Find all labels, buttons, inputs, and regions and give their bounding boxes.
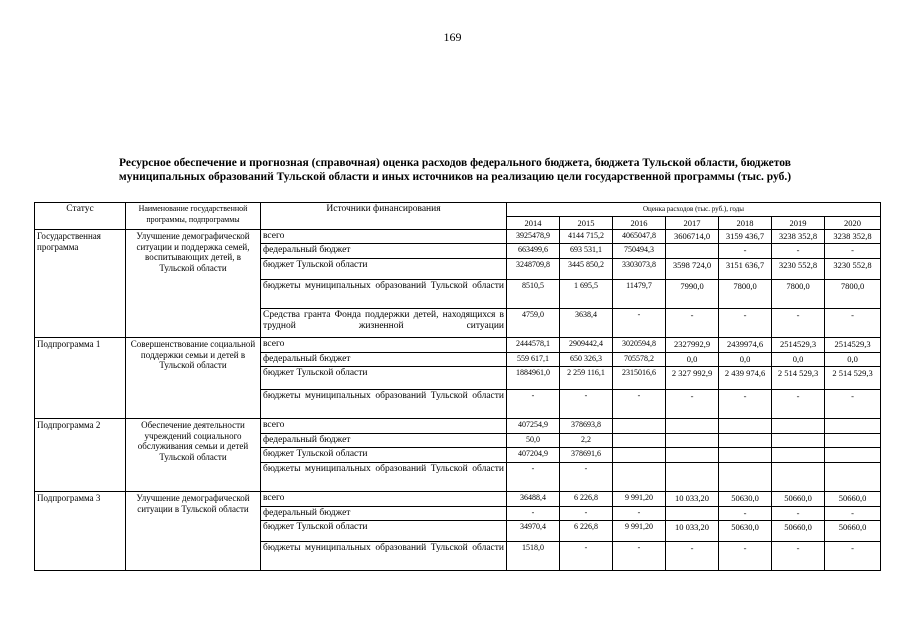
funding-source-cell: Средства гранта Фонда поддержки детей, находящихся в трудной жизненной ситуации: [261, 309, 507, 338]
value-cell: 4144 715,2: [560, 230, 613, 244]
value-cell: [613, 463, 666, 492]
value-cell: 3598 724,0: [666, 259, 719, 280]
value-cell: 3230 552,8: [825, 259, 881, 280]
funding-source-cell: федеральный бюджет: [261, 434, 507, 448]
value-cell: 693 531,1: [560, 244, 613, 259]
value-cell: 34970,4: [507, 521, 560, 542]
value-cell: [666, 419, 719, 434]
value-cell: [825, 434, 881, 448]
document-title: [50, 156, 860, 184]
program-name-cell: Улучшение демографической ситуации в Тульской области: [126, 492, 261, 571]
value-cell: 2 514 529,3: [825, 367, 881, 390]
value-cell: 10 033,20: [666, 492, 719, 507]
funding-source-cell: бюджет Тульской области: [261, 448, 507, 463]
value-cell: 11479,7: [613, 280, 666, 309]
status-cell: Подпрограмма 3: [35, 492, 126, 571]
value-cell: 3159 436,7: [719, 230, 772, 244]
value-cell: 3638,4: [560, 309, 613, 338]
value-cell: 6 226,8: [560, 492, 613, 507]
value-cell: -: [719, 507, 772, 521]
value-cell: [719, 434, 772, 448]
status-cell: Подпрограмма 2: [35, 419, 126, 492]
value-cell: 10 033,20: [666, 521, 719, 542]
value-cell: 650 326,3: [560, 353, 613, 367]
value-cell: [666, 448, 719, 463]
value-cell: [772, 419, 825, 434]
table-row: [35, 419, 881, 434]
value-cell: 50660,0: [772, 521, 825, 542]
value-cell: 2 514 529,3: [772, 367, 825, 390]
status-cell: Подпрограмма 1: [35, 338, 126, 419]
value-cell: 378691,6: [560, 448, 613, 463]
value-cell: 50630,0: [719, 521, 772, 542]
value-cell: 3248709,8: [507, 259, 560, 280]
value-cell: 4759,0: [507, 309, 560, 338]
value-cell: 50660,0: [825, 521, 881, 542]
value-cell: [666, 507, 719, 521]
header-year: 2019: [772, 216, 825, 230]
value-cell: 0,0: [825, 353, 881, 367]
value-cell: -: [719, 390, 772, 419]
value-cell: -: [560, 390, 613, 419]
funding-source-cell: бюджет Тульской области: [261, 259, 507, 280]
value-cell: -: [507, 390, 560, 419]
value-cell: 7800,0: [772, 280, 825, 309]
value-cell: -: [825, 507, 881, 521]
funding-source-cell: бюджеты муниципальных образований Тульской области: [261, 542, 507, 571]
value-cell: [719, 463, 772, 492]
value-cell: 2909442,4: [560, 338, 613, 353]
value-cell: [666, 244, 719, 259]
funding-source-cell: всего: [261, 419, 507, 434]
value-cell: -: [613, 542, 666, 571]
value-cell: [613, 419, 666, 434]
header-year: 2016: [613, 216, 666, 230]
value-cell: [772, 434, 825, 448]
value-cell: [825, 419, 881, 434]
value-cell: 2514529,3: [825, 338, 881, 353]
value-cell: 2 439 974,6: [719, 367, 772, 390]
page-number: 169: [443, 30, 462, 44]
header-name: Наименование государственной программы, подпрограммы: [126, 203, 261, 230]
value-cell: 8510,5: [507, 280, 560, 309]
funding-source-cell: бюджет Тульской области: [261, 367, 507, 390]
value-cell: 0,0: [666, 353, 719, 367]
funding-source-cell: всего: [261, 338, 507, 353]
value-cell: -: [772, 507, 825, 521]
value-cell: -: [666, 542, 719, 571]
value-cell: 9 991,20: [613, 492, 666, 507]
header-year: 2020: [825, 216, 881, 230]
value-cell: 2,2: [560, 434, 613, 448]
value-cell: -: [507, 507, 560, 521]
value-cell: -: [719, 244, 772, 259]
value-cell: -: [666, 309, 719, 338]
value-cell: [772, 463, 825, 492]
value-cell: [772, 448, 825, 463]
value-cell: 3238 352,8: [772, 230, 825, 244]
funding-source-cell: федеральный бюджет: [261, 353, 507, 367]
value-cell: 407204,9: [507, 448, 560, 463]
value-cell: 7990,0: [666, 280, 719, 309]
value-cell: -: [719, 309, 772, 338]
value-cell: -: [825, 244, 881, 259]
value-cell: 2 259 116,1: [560, 367, 613, 390]
value-cell: 3303073,8: [613, 259, 666, 280]
value-cell: 1518,0: [507, 542, 560, 571]
header-status: Статус: [35, 203, 126, 230]
value-cell: 50,0: [507, 434, 560, 448]
funding-source-cell: бюджеты муниципальных образований Тульской области: [261, 280, 507, 309]
funding-source-cell: всего: [261, 492, 507, 507]
value-cell: 559 617,1: [507, 353, 560, 367]
value-cell: 3230 552,8: [772, 259, 825, 280]
value-cell: -: [772, 390, 825, 419]
value-cell: 3020594,8: [613, 338, 666, 353]
program-name-cell: Совершенствование социальной поддержки семьи и детей в Тульской области: [126, 338, 261, 419]
value-cell: 50660,0: [772, 492, 825, 507]
title-line-2: муниципальных образований Тульской области и иных источников на реализацию цели государственной программы (тыс. руб.): [118, 171, 792, 183]
header-year: 2014: [507, 216, 560, 230]
value-cell: 3151 636,7: [719, 259, 772, 280]
value-cell: 4065047,8: [613, 230, 666, 244]
title-line-1: Ресурсное обеспечение и прогнозная (справочная) оценка расходов федерального бюджета, бюджета Тульской области, бюджетов: [119, 157, 791, 169]
value-cell: 7800,0: [825, 280, 881, 309]
value-cell: -: [560, 507, 613, 521]
header-year: 2018: [719, 216, 772, 230]
header-estimate: Оценка расходов (тыс. руб.), годы: [507, 203, 881, 217]
header-year: 2015: [560, 216, 613, 230]
table-body: [35, 230, 881, 571]
value-cell: 36488,4: [507, 492, 560, 507]
value-cell: 3238 352,8: [825, 230, 881, 244]
value-cell: -: [666, 390, 719, 419]
value-cell: 2327992,9: [666, 338, 719, 353]
value-cell: 6 226,8: [560, 521, 613, 542]
value-cell: 3925478,9: [507, 230, 560, 244]
value-cell: 663499,6: [507, 244, 560, 259]
value-cell: 705578,2: [613, 353, 666, 367]
value-cell: -: [772, 309, 825, 338]
value-cell: -: [613, 309, 666, 338]
value-cell: -: [825, 309, 881, 338]
value-cell: 3606714,0: [666, 230, 719, 244]
program-name-cell: Улучшение демографической ситуации и поддержка семей, воспитывающих детей, в Тульской области: [126, 230, 261, 338]
value-cell: [719, 448, 772, 463]
funding-source-cell: федеральный бюджет: [261, 507, 507, 521]
value-cell: -: [613, 390, 666, 419]
value-cell: 0,0: [719, 353, 772, 367]
value-cell: -: [772, 542, 825, 571]
table-row: [35, 230, 881, 244]
value-cell: [825, 448, 881, 463]
value-cell: -: [560, 542, 613, 571]
funding-source-cell: бюджет Тульской области: [261, 521, 507, 542]
header-sources: Источники финансирования: [261, 203, 507, 230]
value-cell: [613, 448, 666, 463]
value-cell: -: [719, 542, 772, 571]
funding-source-cell: бюджеты муниципальных образований Тульской области: [261, 390, 507, 419]
funding-source-cell: всего: [261, 230, 507, 244]
value-cell: [825, 463, 881, 492]
value-cell: -: [825, 390, 881, 419]
funding-source-cell: бюджеты муниципальных образований Тульской области: [261, 463, 507, 492]
value-cell: [719, 419, 772, 434]
value-cell: [666, 434, 719, 448]
value-cell: [666, 463, 719, 492]
value-cell: -: [613, 507, 666, 521]
value-cell: 2514529,3: [772, 338, 825, 353]
value-cell: 1884961,0: [507, 367, 560, 390]
funding-source-cell: федеральный бюджет: [261, 244, 507, 259]
value-cell: 378693,8: [560, 419, 613, 434]
value-cell: -: [507, 463, 560, 492]
value-cell: 3445 850,2: [560, 259, 613, 280]
value-cell: 7800,0: [719, 280, 772, 309]
value-cell: 750494,3: [613, 244, 666, 259]
value-cell: 407254,9: [507, 419, 560, 434]
value-cell: 9 991,20: [613, 521, 666, 542]
value-cell: 2 327 992,9: [666, 367, 719, 390]
value-cell: 0,0: [772, 353, 825, 367]
value-cell: 2315016,6: [613, 367, 666, 390]
value-cell: 2444578,1: [507, 338, 560, 353]
program-name-cell: Обеспечение деятельности учреждений социального обслуживания семьи и детей Тульской области: [126, 419, 261, 492]
table-row: [35, 338, 881, 353]
table-header: [35, 203, 881, 230]
table-row: [35, 492, 881, 507]
value-cell: 50660,0: [825, 492, 881, 507]
status-cell: Государственная программа: [35, 230, 126, 338]
value-cell: [613, 434, 666, 448]
value-cell: 1 695,5: [560, 280, 613, 309]
value-cell: -: [560, 463, 613, 492]
value-cell: 50630,0: [719, 492, 772, 507]
budget-table: [34, 202, 881, 571]
value-cell: -: [772, 244, 825, 259]
value-cell: 2439974,6: [719, 338, 772, 353]
header-year: 2017: [666, 216, 719, 230]
value-cell: -: [825, 542, 881, 571]
